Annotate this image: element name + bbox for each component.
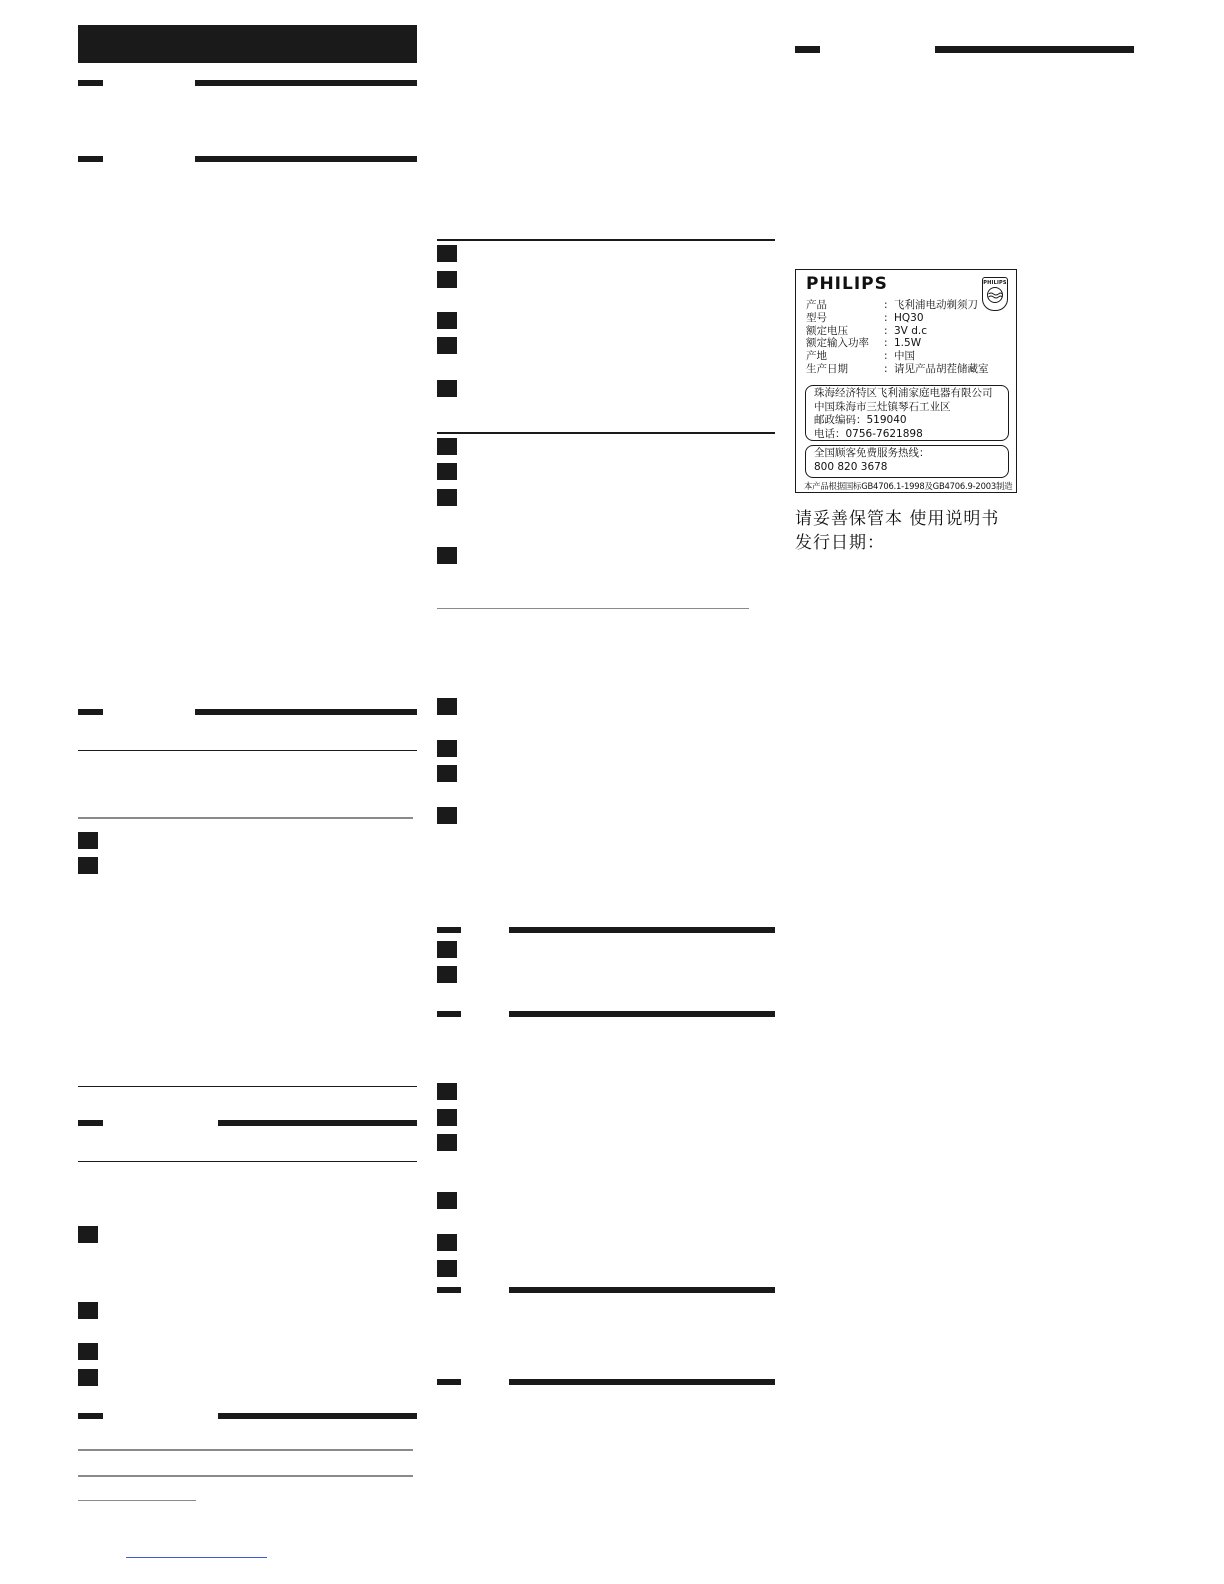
divider: [78, 1449, 413, 1451]
section-rule: [195, 709, 417, 715]
section-rule: [195, 80, 417, 86]
hotline-number: 800 820 3678: [814, 460, 888, 473]
spec-sep: :: [884, 324, 888, 337]
company-phone: 电话：0756-7621898: [814, 427, 923, 440]
section-rule: [935, 46, 1134, 53]
spec-row: [806, 312, 989, 325]
step-marker: [437, 312, 457, 329]
section-marker: [78, 80, 103, 86]
step-marker: [437, 1260, 457, 1277]
divider: [437, 239, 775, 241]
step-marker: [437, 547, 457, 564]
spec-row: [806, 350, 989, 363]
standard-note: 本产品根据国标GB4706.1-1998及GB4706.9-2003制造: [804, 481, 1013, 491]
step-marker: [437, 489, 457, 506]
step-marker: [437, 1083, 457, 1100]
issue-date-label: 发行日期：: [795, 533, 885, 553]
spec-sep: :: [884, 337, 888, 350]
section-marker: [437, 1287, 461, 1293]
spec-row: [806, 325, 989, 338]
seal-text: PHILIPS: [983, 280, 1007, 286]
spec-key: 型号: [806, 311, 827, 324]
section-marker: [437, 1379, 461, 1385]
section-rule: [195, 156, 417, 162]
divider: [78, 817, 413, 819]
section-marker: [78, 1120, 103, 1126]
step-marker: [437, 245, 457, 262]
step-marker: [78, 857, 98, 874]
spec-value: 3V d.c: [894, 324, 927, 337]
brand-logo: PHILIPS: [806, 274, 888, 294]
keep-manual-note: [795, 507, 999, 555]
section-marker: [437, 1011, 461, 1017]
spec-sep: :: [884, 299, 888, 311]
spec-sep: :: [884, 350, 888, 363]
section-rule: [509, 1287, 775, 1293]
company-info-box: [805, 385, 1009, 441]
hotline-title: 全国顾客免费服务热线：: [814, 447, 930, 459]
section-rule: [509, 1011, 775, 1017]
spec-key: 生产日期: [806, 362, 848, 375]
step-marker: [78, 1369, 98, 1386]
step-marker: [437, 438, 457, 455]
link-underline[interactable]: [126, 1557, 267, 1558]
step-marker: [437, 1234, 457, 1251]
spec-sep: :: [884, 311, 888, 324]
section-rule: [218, 1413, 417, 1419]
step-marker: [437, 1134, 457, 1151]
spec-key: 额定输入功率: [806, 337, 869, 350]
step-marker: [78, 832, 98, 849]
hotline-box: [805, 445, 1009, 478]
step-marker: [437, 807, 457, 824]
divider: [78, 1475, 413, 1477]
section-marker: [78, 1413, 103, 1419]
section-marker: [78, 709, 103, 715]
spec-value: 请见产品胡茬储藏室: [894, 362, 989, 375]
step-marker: [437, 1192, 457, 1209]
section-marker: [795, 46, 820, 53]
section-rule: [509, 927, 775, 933]
title-bar: [78, 25, 417, 63]
company-address: 中国珠海市三灶镇琴石工业区: [814, 400, 951, 413]
spec-key: 额定电压: [806, 324, 848, 337]
spec-row: [806, 337, 989, 350]
spec-table: [806, 299, 989, 376]
step-marker: [437, 966, 457, 983]
spec-key: 产地: [806, 350, 827, 363]
step-marker: [437, 380, 457, 397]
step-marker: [437, 463, 457, 480]
step-marker: [437, 941, 457, 958]
step-marker: [78, 1226, 98, 1243]
divider: [78, 1086, 417, 1087]
company-name: 珠海经济特区飞利浦家庭电器有限公司: [814, 387, 993, 399]
step-marker: [78, 1302, 98, 1319]
step-marker: [437, 740, 457, 757]
waves-icon: [986, 286, 1004, 304]
divider: [437, 432, 775, 434]
step-marker: [437, 1109, 457, 1126]
spec-value: 1.5W: [894, 337, 922, 350]
spec-value: HQ30: [894, 311, 924, 324]
divider: [437, 608, 749, 609]
section-rule: [509, 1379, 775, 1385]
keep-note-line: 请妥善保管本 使用说明书: [795, 509, 1000, 529]
divider: [78, 1161, 417, 1162]
product-rating-label: [795, 269, 1017, 493]
spec-row: [806, 299, 989, 312]
step-marker: [437, 337, 457, 354]
step-marker: [437, 765, 457, 782]
divider: [78, 750, 417, 751]
step-marker: [437, 698, 457, 715]
section-marker: [437, 927, 461, 933]
company-postcode: 邮政编码：519040: [814, 414, 907, 426]
section-rule: [218, 1120, 417, 1126]
step-marker: [78, 1343, 98, 1360]
spec-value: 飞利浦电动剃须刀: [894, 299, 978, 311]
spec-key: 产品: [806, 299, 827, 311]
spec-sep: :: [884, 362, 888, 375]
spec-row: [806, 363, 989, 376]
divider: [78, 1500, 196, 1501]
spec-value: 中国: [894, 350, 915, 363]
section-marker: [78, 156, 103, 162]
step-marker: [437, 271, 457, 288]
